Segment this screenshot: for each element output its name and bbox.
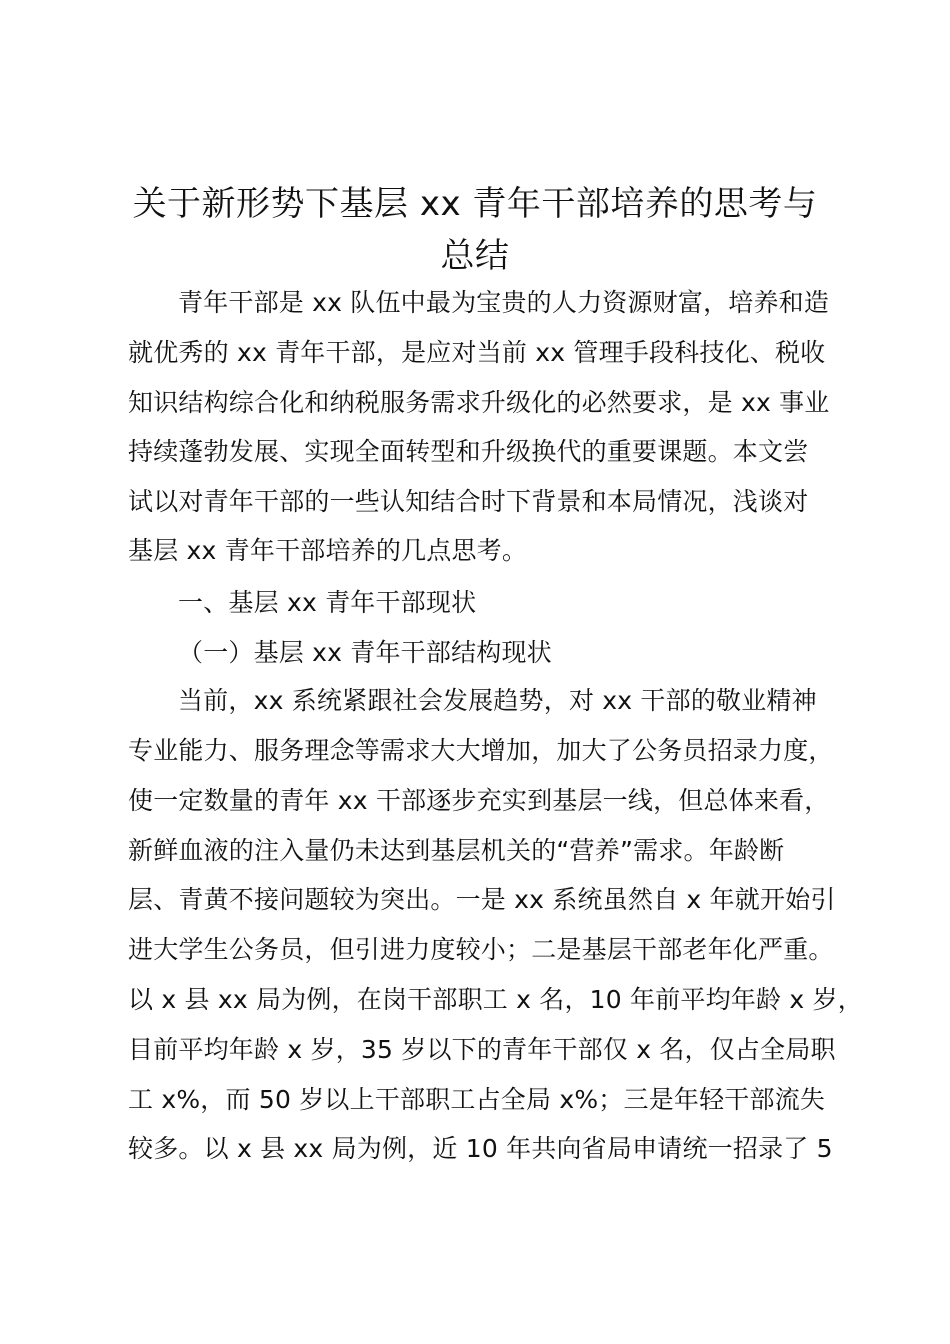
document-title: 关于新形势下基层 xx 青年干部培养的思考与 总结	[132, 184, 818, 276]
paragraph-line: 专业能力、服务理念等需求大大增加，加大了公务员招录力度，	[128, 736, 834, 765]
paragraph-line: 进大学生公务员，但引进力度较小；二是基层干部老年化严重。	[128, 935, 834, 964]
paragraph-line: 就优秀的 xx 青年干部，是应对当前 xx 管理手段科技化、税收	[128, 338, 826, 367]
paragraph-line: 持续蓬勃发展、实现全面转型和升级换代的重要课题。本文尝	[128, 437, 809, 466]
paragraph-line: 青年干部是 xx 队伍中最为宝贵的人力资源财富，培养和造	[178, 288, 830, 317]
subsection-heading: （一）基层 xx 青年干部结构现状	[178, 638, 552, 667]
paragraph-line: 较多。以 x 县 xx 局为例，近 10 年共向省局申请统一招录了 5	[128, 1134, 833, 1163]
paragraph-line: 使一定数量的青年 xx 干部逐步充实到基层一线，但总体来看，	[128, 786, 830, 815]
paragraph-line: 工 x%，而 50 岁以上干部职工占全局 x%；三是年轻干部流失	[128, 1085, 826, 1114]
paragraph-line: 试以对青年干部的一些认知结合时下背景和本局情况，浅谈对	[128, 487, 809, 516]
paragraph-line: 基层 xx 青年干部培养的几点思考。	[128, 536, 528, 565]
paragraph-line: 以 x 县 xx 局为例，在岗干部职工 x 名，10 年前平均年龄 x 岁，	[128, 985, 863, 1014]
section-heading: 一、基层 xx 青年干部现状	[178, 588, 477, 617]
paragraph-line: 当前，xx 系统紧跟社会发展趋势，对 xx 干部的敬业精神	[178, 686, 817, 715]
paragraph-line: 目前平均年龄 x 岁，35 岁以下的青年干部仅 x 名，仅占全局职	[128, 1035, 836, 1064]
paragraph-line: 知识结构综合化和纳税服务需求升级化的必然要求，是 xx 事业	[128, 388, 830, 417]
paragraph-line: 层、青黄不接问题较为突出。一是 xx 系统虽然自 x 年就开始引	[128, 885, 836, 914]
paragraph-line: 新鲜血液的注入量仍未达到基层机关的“营养”需求。年龄断	[128, 836, 785, 865]
